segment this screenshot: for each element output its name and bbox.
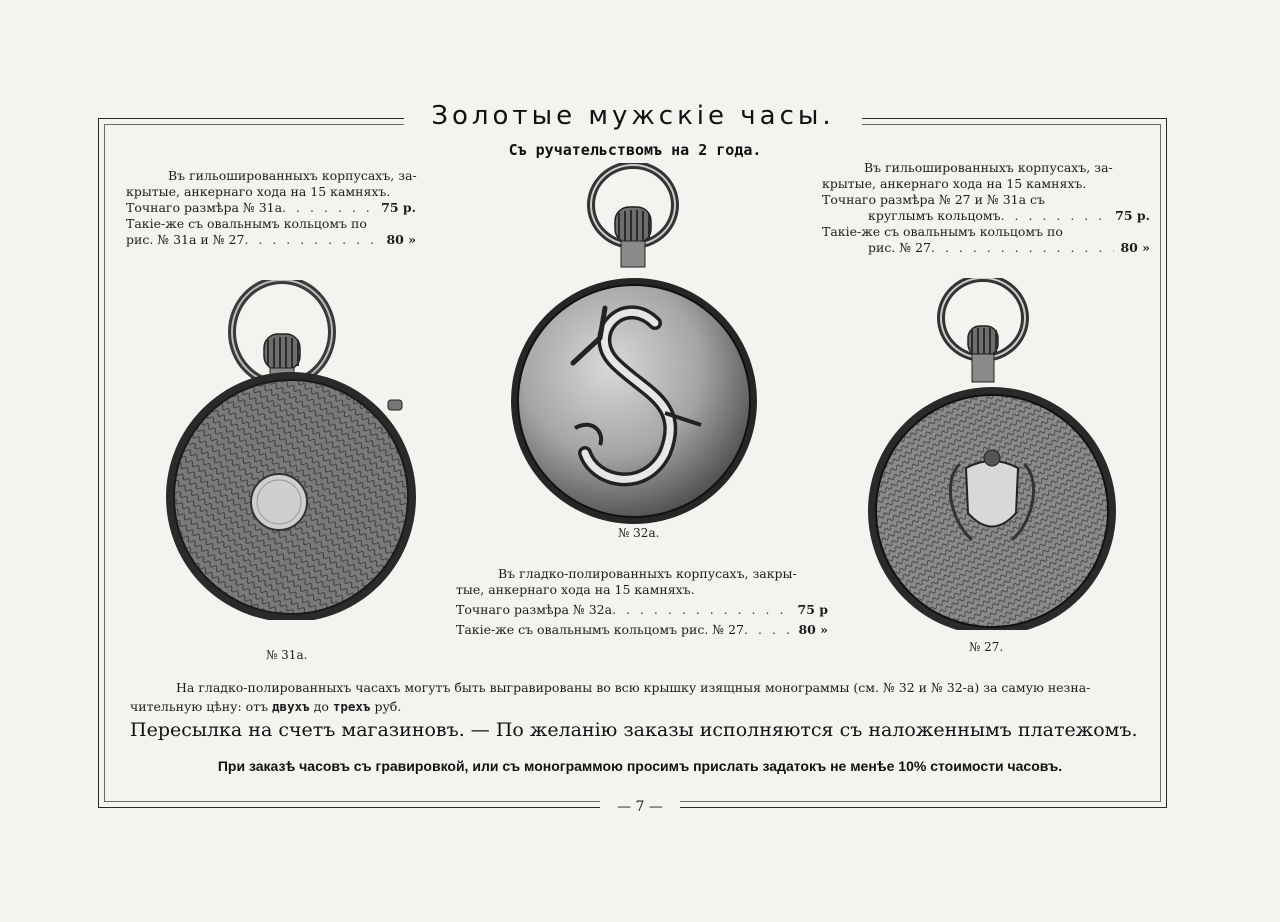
page-title: Золотые мужскiе часы. xyxy=(431,101,835,131)
right-desc-line-2: крытые, анкернаго хода на 15 камняхъ. xyxy=(822,176,1087,191)
deposit-notice: При заказѣ часовъ съ гравировкой, или съ монограммою просимъ прислать задатокъ не менѣе 10% стоимости часовъ. xyxy=(217,758,1063,774)
page-subtitle: Съ ручательствомъ на 2 года. xyxy=(508,141,762,159)
engraving-note xyxy=(130,678,1160,716)
leader-dots xyxy=(612,602,791,618)
center-price-row-2 xyxy=(456,622,828,638)
center-price-row-1-price: 75 р xyxy=(797,602,828,617)
left-price-row-1-price: 75 р. xyxy=(381,200,416,215)
right-description xyxy=(822,160,1150,256)
center-description xyxy=(456,566,828,638)
left-price-row-2 xyxy=(126,232,416,248)
page-number: — 7 — xyxy=(600,799,680,819)
watch-32a-illustration xyxy=(505,163,769,525)
leader-dots xyxy=(282,200,375,216)
leader-dots xyxy=(744,622,792,638)
right-price-row-2-label: рис. № 27 xyxy=(868,240,931,255)
watch-31a-illustration xyxy=(160,280,424,620)
right-price-row-2 xyxy=(822,240,1150,256)
left-desc-line-2: крытые, анкернаго хода на 15 камняхъ. xyxy=(126,184,391,199)
right-price-row-1 xyxy=(822,208,1150,224)
engraving-note-line-2 xyxy=(130,697,1160,716)
center-price-row-1-label: Точнаго размѣра № 32а xyxy=(456,602,613,617)
left-price-row-1-label: Точнаго размѣра № 31а xyxy=(126,200,283,215)
watch-27-label: № 27. xyxy=(969,640,1004,654)
left-desc-line-1: Въ гильошированныхъ корпусахъ, за- xyxy=(168,168,417,183)
watch-31a-label: № 31а. xyxy=(266,648,308,662)
shipping-notice: Пересылка на счетъ магазиновъ. — По желанiю заказы исполняются съ наложеннымъ платежомъ. xyxy=(130,719,1138,741)
note-text-post: руб. xyxy=(370,699,402,714)
center-price-row-2-price: 80 » xyxy=(798,622,828,637)
left-price-row-2-label: рис. № 31а и № 27 xyxy=(126,232,245,247)
leader-dots xyxy=(931,240,1114,256)
watch-27-illustration xyxy=(868,278,1120,630)
engraving-note-line-1: На гладко-полированныхъ часахъ могутъ быть выгравированы во всю крышку изящныя монограммы (см. № 32 и № 32-а) за самую незна- xyxy=(176,680,1091,695)
note-text-mid: до xyxy=(309,699,333,714)
note-em-two: двухъ xyxy=(272,699,310,714)
leader-dots xyxy=(244,232,380,248)
right-desc-line-3: Точнаго размѣра № 27 и № 31а съ xyxy=(822,192,1045,207)
right-desc-line-5: Такiе-же съ овальнымъ кольцомъ по xyxy=(822,224,1063,239)
center-price-row-1 xyxy=(456,602,828,618)
note-text-pre: чительную цѣну: отъ xyxy=(130,699,273,714)
center-price-row-2-label: Такiе-же съ овальнымъ кольцомъ рис. № 27 xyxy=(456,622,744,637)
center-desc-line-1: Въ гладко-полированныхъ корпусахъ, закры- xyxy=(498,566,797,581)
left-description xyxy=(126,168,416,248)
left-price-row-2-price: 80 » xyxy=(386,232,416,247)
right-price-row-2-price: 80 » xyxy=(1120,240,1150,255)
watch-32a-label: № 32а. xyxy=(618,526,660,540)
leader-dots xyxy=(1001,208,1110,224)
note-em-three: трехъ xyxy=(332,699,371,714)
right-price-row-1-label: круглымъ кольцомъ xyxy=(868,208,1001,223)
left-price-row-1 xyxy=(126,200,416,216)
center-desc-line-2: тые, анкернаго хода на 15 камняхъ. xyxy=(456,582,695,597)
right-price-row-1-price: 75 р. xyxy=(1115,208,1150,223)
left-desc-line-4: Такiе-же съ овальнымъ кольцомъ по xyxy=(126,216,367,231)
right-desc-line-1: Въ гильошированныхъ корпусахъ, за- xyxy=(864,160,1113,175)
